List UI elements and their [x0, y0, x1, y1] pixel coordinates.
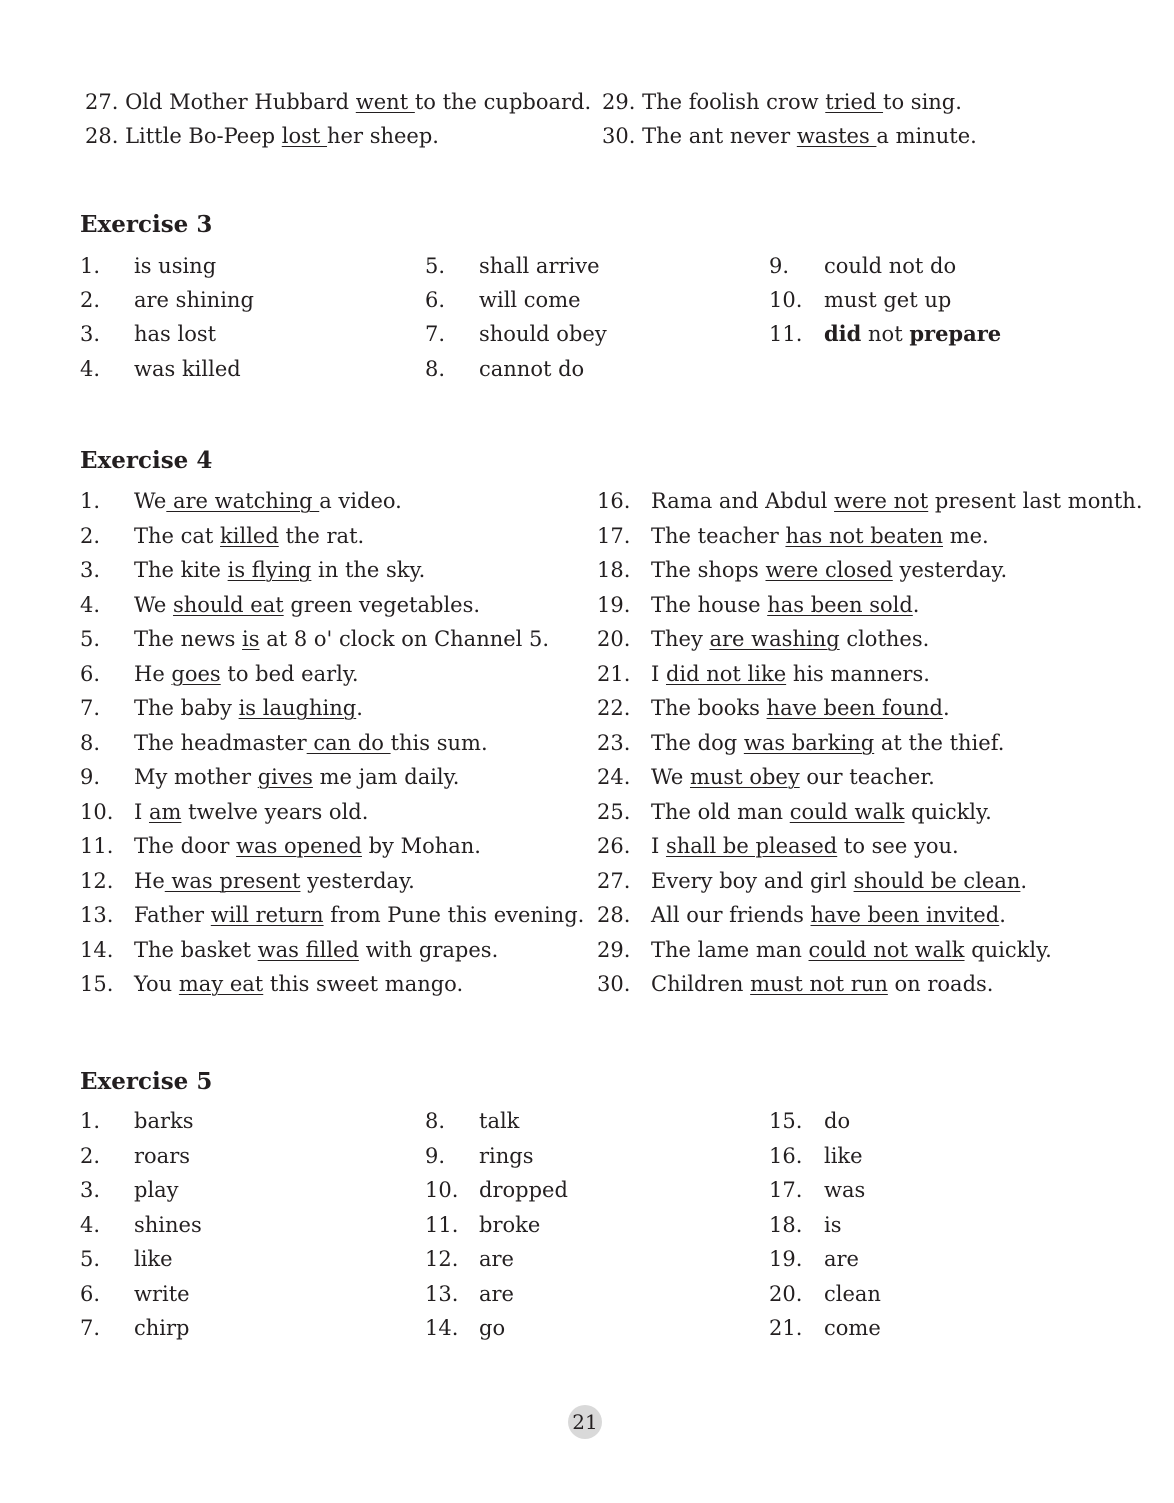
sentence-text: with grapes.	[358, 937, 499, 962]
sentence-text: from Pune this evening.	[323, 903, 585, 927]
item-answer: shall arrive	[479, 254, 600, 278]
sentence	[134, 867, 415, 895]
sentence-text: present last month.	[928, 489, 1143, 513]
sentence	[651, 832, 959, 860]
item-answer: cannot do	[479, 357, 585, 381]
sentence-text: at 8 o' clock on Channel 5.	[259, 627, 550, 651]
sentence-text: clothes.	[839, 627, 930, 651]
sentence-text: .	[999, 903, 1006, 927]
item-number: 21.	[597, 661, 631, 686]
item-answer: was killed	[134, 357, 241, 381]
sentence	[134, 625, 549, 653]
sentence-text: I	[651, 661, 666, 686]
item-number: 20.	[769, 1281, 803, 1306]
item-answer: could not do	[824, 254, 957, 278]
item-answer: chirp	[134, 1316, 190, 1340]
sentence-text: on roads.	[887, 972, 994, 996]
item-answer: was	[824, 1178, 866, 1202]
sentence	[134, 556, 425, 584]
item-number: 8.	[425, 1109, 446, 1133]
sentence	[134, 660, 359, 688]
item-answer: are	[479, 1281, 514, 1306]
sentence-text: yesterday.	[300, 868, 415, 893]
sentence-text: The shops	[651, 558, 766, 582]
answer-underlined: can do	[306, 730, 391, 755]
item-number: 10.	[80, 799, 114, 824]
answer-underlined: went	[355, 90, 415, 114]
item-number: 11.	[425, 1212, 459, 1237]
answer-underlined: wastes	[796, 124, 877, 148]
item-number: 1.	[80, 489, 101, 513]
answer-underlined: has not beaten	[785, 523, 944, 548]
answer-underlined: tried	[825, 90, 884, 114]
item-answer: like	[824, 1143, 863, 1168]
item-number: 17.	[597, 523, 631, 548]
sentence-text: Rama and Abdul	[651, 489, 835, 513]
item-number: 16.	[597, 489, 631, 513]
item-number: 19.	[597, 592, 631, 617]
exercise-4-heading: Exercise 4	[80, 447, 213, 474]
item-number: 9.	[80, 765, 101, 789]
sentence-text: The house	[651, 592, 768, 617]
item-number: 9.	[769, 254, 790, 278]
item-number: 5.	[80, 1247, 101, 1271]
sentence-text: Every boy and girl	[651, 868, 854, 893]
top-item-29	[602, 88, 962, 116]
sentence-text: me jam daily.	[312, 765, 460, 789]
answer-underlined: must not run	[750, 972, 888, 996]
item-number: 12.	[80, 868, 114, 893]
sentence-text: quickly.	[904, 799, 992, 824]
item-answer: rings	[479, 1143, 534, 1168]
item-number: 8.	[80, 730, 101, 755]
sentence-text: The door	[134, 834, 237, 858]
item-number: 13.	[80, 903, 114, 927]
sentence-text: The basket	[134, 937, 258, 962]
item-number: 20.	[597, 627, 631, 651]
answer-underlined: is flying	[227, 558, 312, 582]
sentence-text: our teacher.	[799, 765, 935, 789]
answer-underlined: shall be pleased	[665, 834, 838, 858]
sentence-text: The news	[134, 627, 243, 651]
sentence	[651, 970, 993, 998]
sentence	[651, 660, 930, 688]
sentence-text: twelve years old.	[181, 799, 369, 824]
item-answer: broke	[479, 1212, 541, 1237]
sentence-text: The books	[651, 696, 767, 720]
bold-word: did	[824, 321, 862, 346]
sentence-text: to bed early.	[220, 661, 359, 686]
item-number: 6.	[425, 288, 446, 312]
answer-underlined: killed	[220, 523, 279, 548]
sentence-text: in the sky.	[311, 558, 426, 582]
sentence-text: by Mohan.	[361, 834, 481, 858]
item-text: 29. The foolish crow	[602, 90, 826, 114]
sentence-text: .	[1020, 868, 1028, 893]
item-answer: barks	[134, 1109, 194, 1133]
sentence-text: The headmaster	[134, 730, 307, 755]
item-answer: talk	[479, 1109, 520, 1133]
sentence	[651, 556, 1007, 584]
item-text: 28. Little Bo-Peep	[85, 124, 282, 148]
item-answer: is using	[134, 254, 217, 278]
item-number: 22.	[597, 696, 631, 720]
item-number: 11.	[80, 834, 114, 858]
sentence-text: to see you.	[837, 834, 959, 858]
answer-underlined: may eat	[178, 972, 264, 996]
sentence	[134, 832, 481, 860]
item-number: 25.	[597, 799, 631, 824]
answer-underlined: gives	[257, 765, 313, 789]
sentence	[134, 901, 584, 929]
sentence-text: this sweet mango.	[263, 972, 464, 996]
sentence-text: All our friends	[651, 903, 811, 927]
item-answer: go	[479, 1316, 506, 1340]
item-answer: will come	[479, 288, 581, 312]
sentence-text: The lame man	[651, 937, 809, 962]
sentence-text: They	[651, 627, 710, 651]
item-number: 30.	[597, 972, 631, 996]
answer-underlined: was filled	[257, 937, 359, 962]
item-number: 2.	[80, 1143, 101, 1168]
item-answer: come	[824, 1316, 881, 1340]
sentence-text: I	[651, 834, 666, 858]
item-text: 27. Old Mother Hubbard	[85, 90, 356, 114]
sentence-text: this sum.	[390, 730, 488, 755]
sentence	[651, 798, 992, 826]
item-answer: are	[824, 1247, 859, 1271]
item-number: 17.	[769, 1178, 803, 1202]
item-answer: shines	[134, 1212, 202, 1237]
item-text: to the cupboard.	[414, 90, 592, 114]
sentence	[134, 522, 364, 550]
item-text: to sing.	[883, 90, 962, 114]
exercise-5-heading: Exercise 5	[80, 1068, 213, 1095]
item-answer: dropped	[479, 1178, 568, 1202]
item-number: 29.	[597, 937, 631, 962]
item-answer: is	[824, 1212, 842, 1237]
item-answer: clean	[824, 1281, 881, 1306]
sentence-text: The kite	[134, 558, 228, 582]
answer-underlined: is laughing	[238, 696, 357, 720]
answer-underlined: will return	[210, 903, 324, 927]
sentence	[651, 729, 1004, 757]
sentence	[651, 625, 929, 653]
answer-underlined: are watching	[166, 489, 320, 513]
item-answer: play	[134, 1178, 179, 1202]
answer-underlined: is	[242, 627, 260, 651]
item-number: 15.	[80, 972, 114, 996]
item-number: 18.	[769, 1212, 803, 1237]
item-number: 24.	[597, 765, 631, 789]
answer-underlined: should eat	[172, 592, 284, 617]
sentence-text: quickly.	[964, 937, 1052, 962]
sentence-text: The baby	[134, 696, 239, 720]
item-number: 7.	[80, 1316, 101, 1340]
item-number: 12.	[425, 1247, 459, 1271]
top-item-28	[85, 122, 439, 150]
sentence-text: The cat	[134, 523, 221, 548]
item-number: 6.	[80, 661, 101, 686]
sentence-text: We	[134, 489, 167, 513]
exercise-3-heading: Exercise 3	[80, 211, 213, 238]
item-answer: like	[134, 1247, 173, 1271]
answer-underlined: were closed	[765, 558, 893, 582]
item-answer: must get up	[824, 288, 952, 312]
answer-underlined: could not walk	[808, 937, 965, 962]
item-number: 18.	[597, 558, 631, 582]
sentence-text: I	[134, 799, 149, 824]
sentence	[651, 867, 1027, 895]
sentence	[134, 970, 463, 998]
answer-underlined: have been found	[766, 696, 943, 720]
sentence-text: You	[134, 972, 179, 996]
item-number: 10.	[769, 288, 803, 312]
answer-underlined: lost	[281, 124, 328, 148]
item-answer: are	[479, 1247, 514, 1271]
bold-word: prepare	[909, 321, 1002, 346]
answer-underlined: was barking	[743, 730, 875, 755]
item-number: 14.	[425, 1316, 459, 1340]
top-item-27	[85, 88, 591, 116]
sentence-text: The old man	[651, 799, 790, 824]
sentence	[651, 936, 1052, 964]
sentence-text: Father	[134, 903, 211, 927]
sentence-text: .	[912, 592, 920, 617]
item-text: a minute.	[876, 124, 977, 148]
item-number: 5.	[425, 254, 446, 278]
item-number: 3.	[80, 558, 101, 582]
sentence-text: He	[134, 661, 172, 686]
item-number: 19.	[769, 1247, 803, 1271]
plain-word: not	[861, 322, 910, 346]
item-number: 11.	[769, 322, 803, 346]
answer-underlined: am	[148, 799, 182, 824]
answer-underlined: have been invited	[810, 903, 1000, 927]
sentence	[134, 798, 368, 826]
item-answer: are shining	[134, 288, 254, 312]
answer-underlined: did not like	[665, 661, 787, 686]
answer-underlined: was present	[164, 868, 301, 893]
sentence	[651, 901, 1006, 929]
sentence	[651, 487, 1143, 515]
sentence-text: the rat.	[278, 523, 365, 548]
item-number: 8.	[425, 357, 446, 381]
sentence	[134, 487, 402, 515]
answer-underlined: must obey	[689, 765, 800, 789]
answer-underlined: were not	[834, 489, 929, 513]
sentence	[134, 729, 488, 757]
item-answer: write	[134, 1281, 190, 1306]
item-number: 2.	[80, 523, 101, 548]
item-number: 6.	[80, 1281, 101, 1306]
sentence-text: We	[134, 592, 173, 617]
item-answer	[824, 320, 1001, 348]
answer-underlined: could walk	[789, 799, 905, 824]
sentence-text: We	[651, 765, 690, 789]
item-number: 3.	[80, 322, 101, 346]
item-number: 28.	[597, 903, 631, 927]
sentence-text: green vegetables.	[283, 592, 481, 617]
item-number: 4.	[80, 357, 101, 381]
sentence-text: me.	[943, 523, 989, 548]
sentence-text: .	[942, 696, 950, 720]
item-answer: has lost	[134, 322, 217, 346]
item-number: 23.	[597, 730, 631, 755]
sentence-text: yesterday.	[892, 558, 1008, 582]
item-number: 4.	[80, 1212, 101, 1237]
item-number: 7.	[425, 322, 446, 346]
item-number: 27.	[597, 868, 631, 893]
item-number: 4.	[80, 592, 101, 617]
item-number: 2.	[80, 288, 101, 312]
sentence-text: The dog	[651, 730, 744, 755]
item-text: her sheep.	[327, 124, 439, 148]
item-number: 14.	[80, 937, 114, 962]
item-number: 1.	[80, 254, 101, 278]
sentence	[134, 591, 480, 619]
sentence	[651, 763, 935, 791]
sentence	[134, 763, 459, 791]
item-number: 9.	[425, 1143, 446, 1168]
item-number: 3.	[80, 1178, 101, 1202]
answer-underlined: should be clean	[853, 868, 1021, 893]
item-number: 13.	[425, 1281, 459, 1306]
item-number: 5.	[80, 627, 101, 651]
sentence-text: He	[134, 868, 165, 893]
sentence-text: The teacher	[651, 523, 786, 548]
answer-underlined: goes	[171, 661, 221, 686]
page-number-badge: 21	[568, 1405, 602, 1439]
item-text: 30. The ant never	[602, 124, 797, 148]
item-number: 26.	[597, 834, 631, 858]
sentence-text: .	[356, 696, 363, 720]
sentence-text: at the thief.	[874, 730, 1005, 755]
answer-underlined: has been sold	[767, 592, 913, 617]
item-number: 10.	[425, 1178, 459, 1202]
sentence-text: My mother	[134, 765, 258, 789]
sentence	[651, 694, 950, 722]
item-number: 21.	[769, 1316, 803, 1340]
top-item-30	[602, 122, 977, 150]
sentence	[134, 936, 498, 964]
sentence	[134, 694, 363, 722]
item-answer: do	[824, 1109, 851, 1133]
item-answer: roars	[134, 1143, 191, 1168]
sentence-text: Children	[651, 972, 751, 996]
item-number: 1.	[80, 1109, 101, 1133]
item-number: 16.	[769, 1143, 803, 1168]
sentence-text: his manners.	[786, 661, 930, 686]
answer-underlined: was opened	[236, 834, 362, 858]
sentence-text: a video.	[319, 489, 402, 513]
item-number: 15.	[769, 1109, 803, 1133]
answer-underlined: are washing	[709, 627, 840, 651]
item-answer: should obey	[479, 322, 607, 346]
sentence	[651, 522, 989, 550]
item-number: 7.	[80, 696, 101, 720]
sentence	[651, 591, 919, 619]
